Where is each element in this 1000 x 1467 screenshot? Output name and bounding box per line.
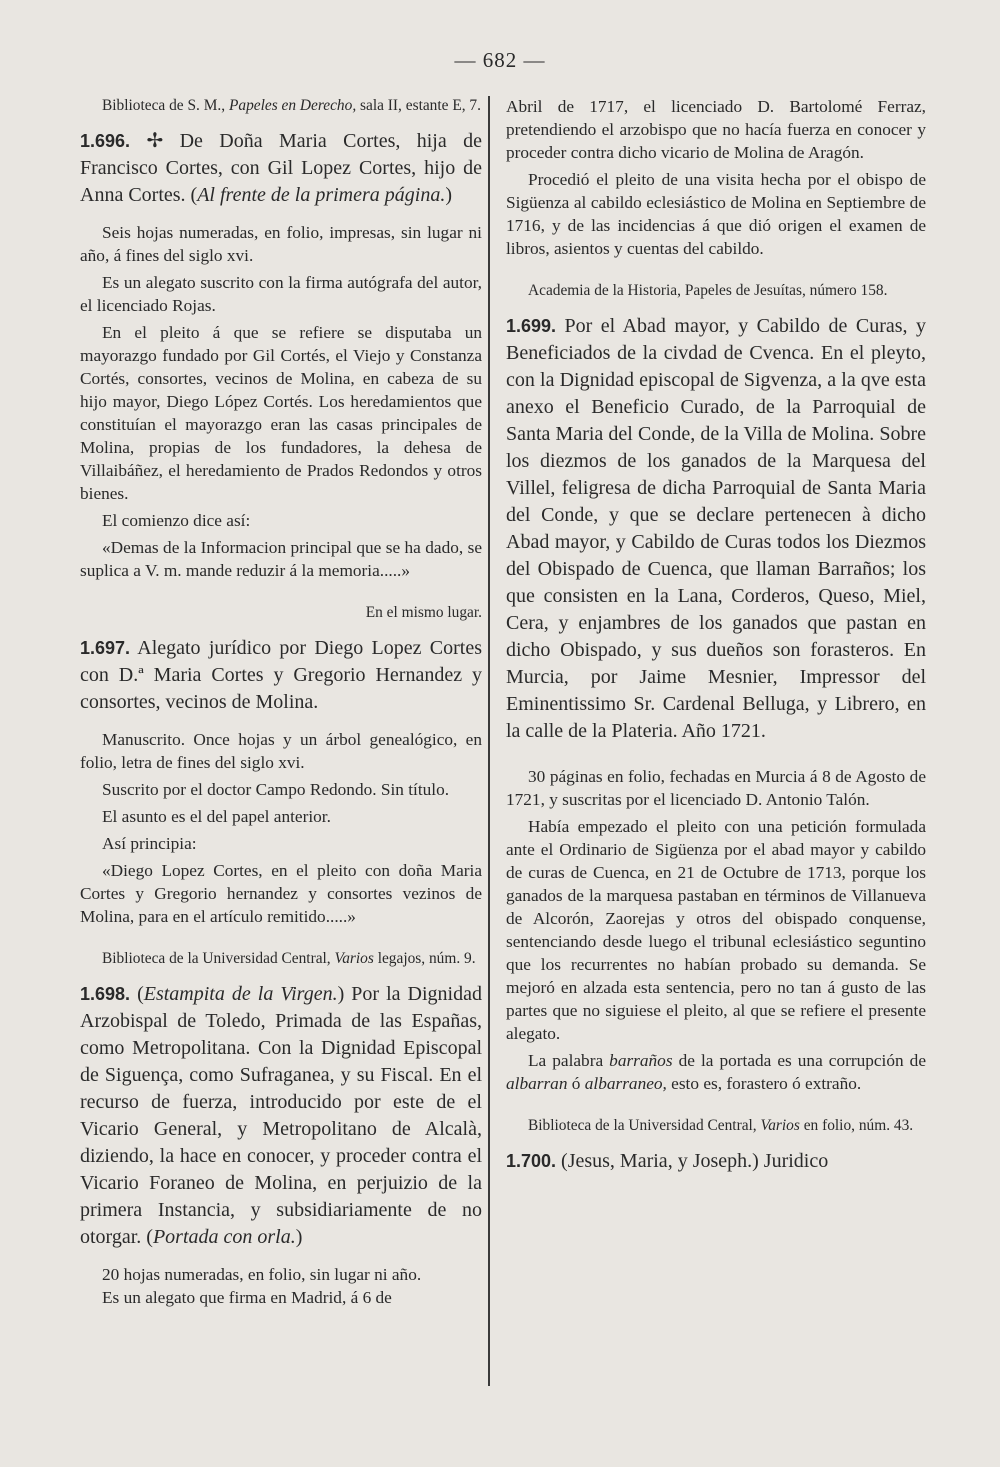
paragraph: La palabra barraños de la portada es una corrupción de albarran ó albarraneo, esto es, forastero ó extraño. [506,1051,926,1093]
left-column [80,95,482,1425]
paragraph: Es un alegato suscrito con la firma autógrafa del autor, el licenciado Rojas. [80,273,482,315]
reference-note: Biblioteca de la Universidad Central, Varios legajos, núm. 9. [102,950,476,967]
entry-1699: 1.699. Por el Abad mayor, y Cabildo de Curas, y Beneficiados de la civdad de Cvenca. En el pleyto, con la Dignidad episcopal de Sigvenza, a la qve esta anexo el Beneficio Curado, de la Parroquial de Santa Maria del Conde, de la Villa de Molina. Sobre los diezmos de los ganados de la Marquesa del Villel, feligresa de dicha Parroquial de Santa Maria del Conde, y que se declare pertenecen à dicho Abad mayor, y Cabildo de Curas todos los Diezmos del Obispado de Cuenca, que llaman Barraños; los que consisten en la Lana, Corderos, Queso, Miel, Cera, y enjambres de los ganados que pastan en dicho Obispado, y sus dueños son forasteros. En Murcia, por Jaime Mesnier, Impressor del Eminentissimo Sr. Cardenal Belluga, y Librero, en la calle de la Plateria. Año 1721. [506,315,926,742]
paragraph: 30 páginas en folio, fechadas en Murcia á 8 de Agosto de 1721, y suscritas por el licenciado D. Antonio Talón. [506,767,926,809]
paragraph: Había empezado el pleito con una petición formulada ante el Ordinario de Sigüenza por el abad mayor y cabildo de curas de Cuenca, en 21 de Octubre de 1713, porque los ganados de la marquesa pastaban en términos de Villanueva de Alcorón, Zaorejas y otros del obispado conquense, sentenciando desde luego el tribunal eclesiástico seguntino que los recurrentes no habían probado su demanda. Se mejoró en alzada esta sentencia, pero no tan á gusto de las partes que no siguiese el pleito, al que se refiere el presente alegato. [506,817,926,1043]
entry-1697: 1.697. Alegato jurídico por Diego Lopez Cortes con D.ª Maria Cortes y Gregorio Hernandez y consortes, vecinos de Molina. [80,637,482,713]
paragraph: Manuscrito. Once hojas y un árbol genealógico, en folio, letra de fines del siglo xvi. [80,730,482,772]
paragraph: Abril de 1717, el licenciado D. Bartolomé Ferraz, pretendiendo el arzobispo que no hacía fuerza en conocer y proceder contra dicho vicario de Molina de Aragón. [506,97,926,162]
reference-note: Academia de la Historia, Papeles de Jesuítas, número 158. [528,282,888,299]
column-divider [488,96,490,1386]
paragraph: Suscrito por el doctor Campo Redondo. Sin título. [102,780,450,799]
reference-note: Biblioteca de la Universidad Central, Varios en folio, núm. 43. [528,1117,914,1134]
entry-1698: 1.698. (Estampita de la Virgen.) Por la Dignidad Arzobispal de Toledo, Primada de las Españas, como Metropolitana. Con la Dignidad Episcopal de Siguença, como Sufraganea, y su Fiscal. En el recurso de fuerza, introducido por este de el Vicario General, y Metropolitano de Alcalà, diziendo, la hace en conocer, y proceder contra el Vicario Foraneo de Molina, en perjuizio de la primera Instancia, y subsidiariamente de no otorgar. (Portada con orla.) [80,983,482,1248]
quotation: «Diego Lopez Cortes, en el pleito con doña Maria Cortes y Gregorio hernandez y consortes vezinos de Molina, para en el artículo remitido.....» [80,861,482,926]
entry-number: 1.699. [506,316,557,336]
paragraph: Es un alegato que firma en Madrid, á 6 de [102,1288,392,1307]
paragraph: El comienzo dice así: [102,511,251,530]
reference-note: Biblioteca de S. M., Papeles en Derecho, sala II, estante E, 7. [102,97,481,114]
entry-1700: 1.700. (Jesus, Maria, y Joseph.) Juridico [506,1150,829,1172]
paragraph: 20 hojas numeradas, en folio, sin lugar ni año. [102,1265,422,1284]
right-column [506,95,926,1425]
paragraph: Seis hojas numeradas, en folio, impresas, sin lugar ni año, á fines del siglo xvi. [80,223,482,265]
entry-number: 1.700. [506,1151,557,1171]
paragraph: Procedió el pleito de una visita hecha por el obispo de Sigüenza al cabildo eclesiástico de Molina en Septiembre de 1716, y de las incidencias á que dió origen el examen de libros, asientos y cuentas del cabildo. [506,170,926,258]
reference-note: En el mismo lugar. [365,604,482,621]
entry-number: 1.697. [80,638,131,658]
entry-number: 1.696. [80,131,131,151]
paragraph: En el pleito á que se refiere se disputaba un mayorazgo fundado por Gil Cortés, el Viejo y Constanza Cortés, consortes, vecinos de Molina, en cabeza de su hijo mayor, Diego López Cortés. Los heredamientos que constituían el mayorazgo eran las casas principales de Molina, propias de los fundadores, la dehesa de Villaibáñez, el heredamiento de Prados Redondos y otros bienes. [80,323,482,503]
paragraph: El asunto es el del papel anterior. [102,807,331,826]
paragraph: Así principia: [102,834,197,853]
cross-icon: ✢ [146,130,164,152]
quotation: «Demas de la Informacion principal que se ha dado, se suplica a V. m. mande reduzir á la memoria.....» [80,538,482,580]
entry-number: 1.698. [80,984,131,1004]
entry-1696: 1.696. ✢ De Doña Maria Cortes, hija de Francisco Cortes, con Gil Lopez Cortes, hijo de Anna Cortes. (Al frente de la primera página.) [80,130,482,206]
page-number: — 682 — [454,48,546,72]
